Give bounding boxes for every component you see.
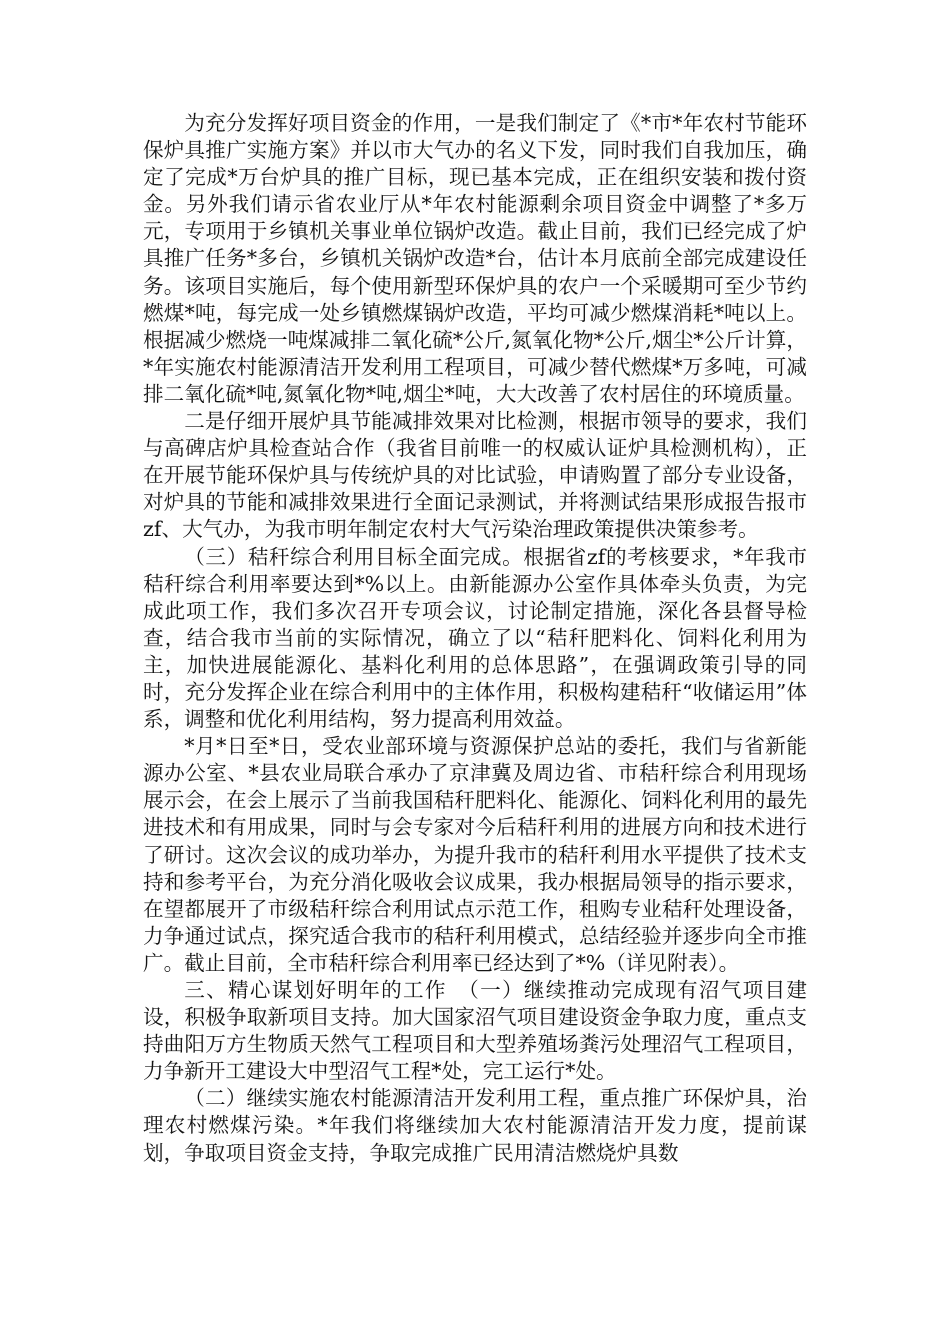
paragraph-straw-exhibition: *月*日至*日，受农业部环境与资源保护总站的委托，我们与省新能源办公室、*县农业局联合承办了京津冀及周边省、市秸秆综合利用现场展示会，在会上展示了当前我国秸秆肥料化、能源化、饲料化利用的最先进技术和有用成果，同时与会专家对今后秸秆利用的进展方向和技术进行了研讨。这次会议的成功举办，为提升我市的秸秆利用水平提供了技术支持和参考平台，为充分消化吸收会议成果，我办根据局领导的指示要求，在望都展开了市级秸秆综合利用试点示范工作，租购专业秸秆处理设备，力争通过试点，探究适合我市的秸秆利用模式，总结经验并逐步向全市推广。截止目前，全市秸秆综合利用率已经达到了*%（详见附表）。 <box>143 734 807 975</box>
paragraph-stove-testing: 二是仔细开展炉具节能减排效果对比检测，根据市领导的要求，我们与高碑店炉具检查站合作（我省目前唯一的权威认证炉具检测机构），正在开展节能环保炉具与传统炉具的对比试验，申请购置了部分专业设备，对炉具的节能和减排效果进行全面记录测试，并将测试结果形成报告报市zf、大气办，为我市明年制定农村大气污染治理政策提供决策参考。 <box>143 409 807 542</box>
document-body <box>143 110 807 1167</box>
paragraph-stove-funds: 为充分发挥好项目资金的作用，一是我们制定了《*市*年农村节能环保炉具推广实施方案》并以市大气办的名义下发，同时我们自我加压，确定了完成*万台炉具的推广目标，现已基本完成，正在组织安装和拨付资金。另外我们请示省农业厅从*年农村能源剩余项目资金中调整了*多万元，专项用于乡镇机关事业单位锅炉改造。截止目前，我们已经完成了炉具推广任务*多台，乡镇机关锅炉改造*台，估计本月底前全部完成建设任务。该项目实施后，每个使用新型环保炉具的农户一个采暖期可至少节约燃煤*吨，每完成一处乡镇燃煤锅炉改造，平均可减少燃煤消耗*吨以上。根据减少燃烧一吨煤减排二氧化硫*公斤,氮氧化物*公斤,烟尘*公斤计算，*年实施农村能源清洁开发利用工程项目，可减少替代燃煤*万多吨，可减排二氧化硫*吨,氮氧化物*吨,烟尘*吨，大大改善了农村居住的环境质量。 <box>143 111 807 406</box>
paragraph-straw-utilization: （三）秸秆综合利用目标全面完成。根据省zf的考核要求，*年我市秸秆综合利用率要达到*%以上。由新能源办公室作具体牵头负责，为完成此项工作，我们多次召开专项会议，讨论制定措施，深化各县督导检查，结合我市当前的实际情况，确立了以“秸秆肥料化、饲料化利用为主，加快进展能源化、基料化利用的总体思路”，在强调政策引导的同时，充分发挥企业在综合利用中的主体作用，积极构建秸秆“收储运用”体系，调整和优化利用结构，努力提高利用效益。 <box>143 544 807 732</box>
paragraph-next-year-plan: 三、精心谋划好明年的工作 （一）继续推动完成现有沼气项目建设，积极争取新项目支持。加大国家沼气项目建设资金争取力度，重点支持曲阳万方生物质天然气工程项目和大型养殖场粪污处理沼气工程项目，力争新开工建设大中型沼气工程*处，完工运行*处。 <box>143 978 807 1084</box>
paragraph-clean-energy: （二）继续实施农村能源清洁开发利用工程，重点推广环保炉具，治理农村燃煤污染。*年我们将继续加大农村能源清洁开发力度，提前谋划，争取项目资金支持，争取完成推广民用清洁燃烧炉具数 <box>143 1086 807 1165</box>
